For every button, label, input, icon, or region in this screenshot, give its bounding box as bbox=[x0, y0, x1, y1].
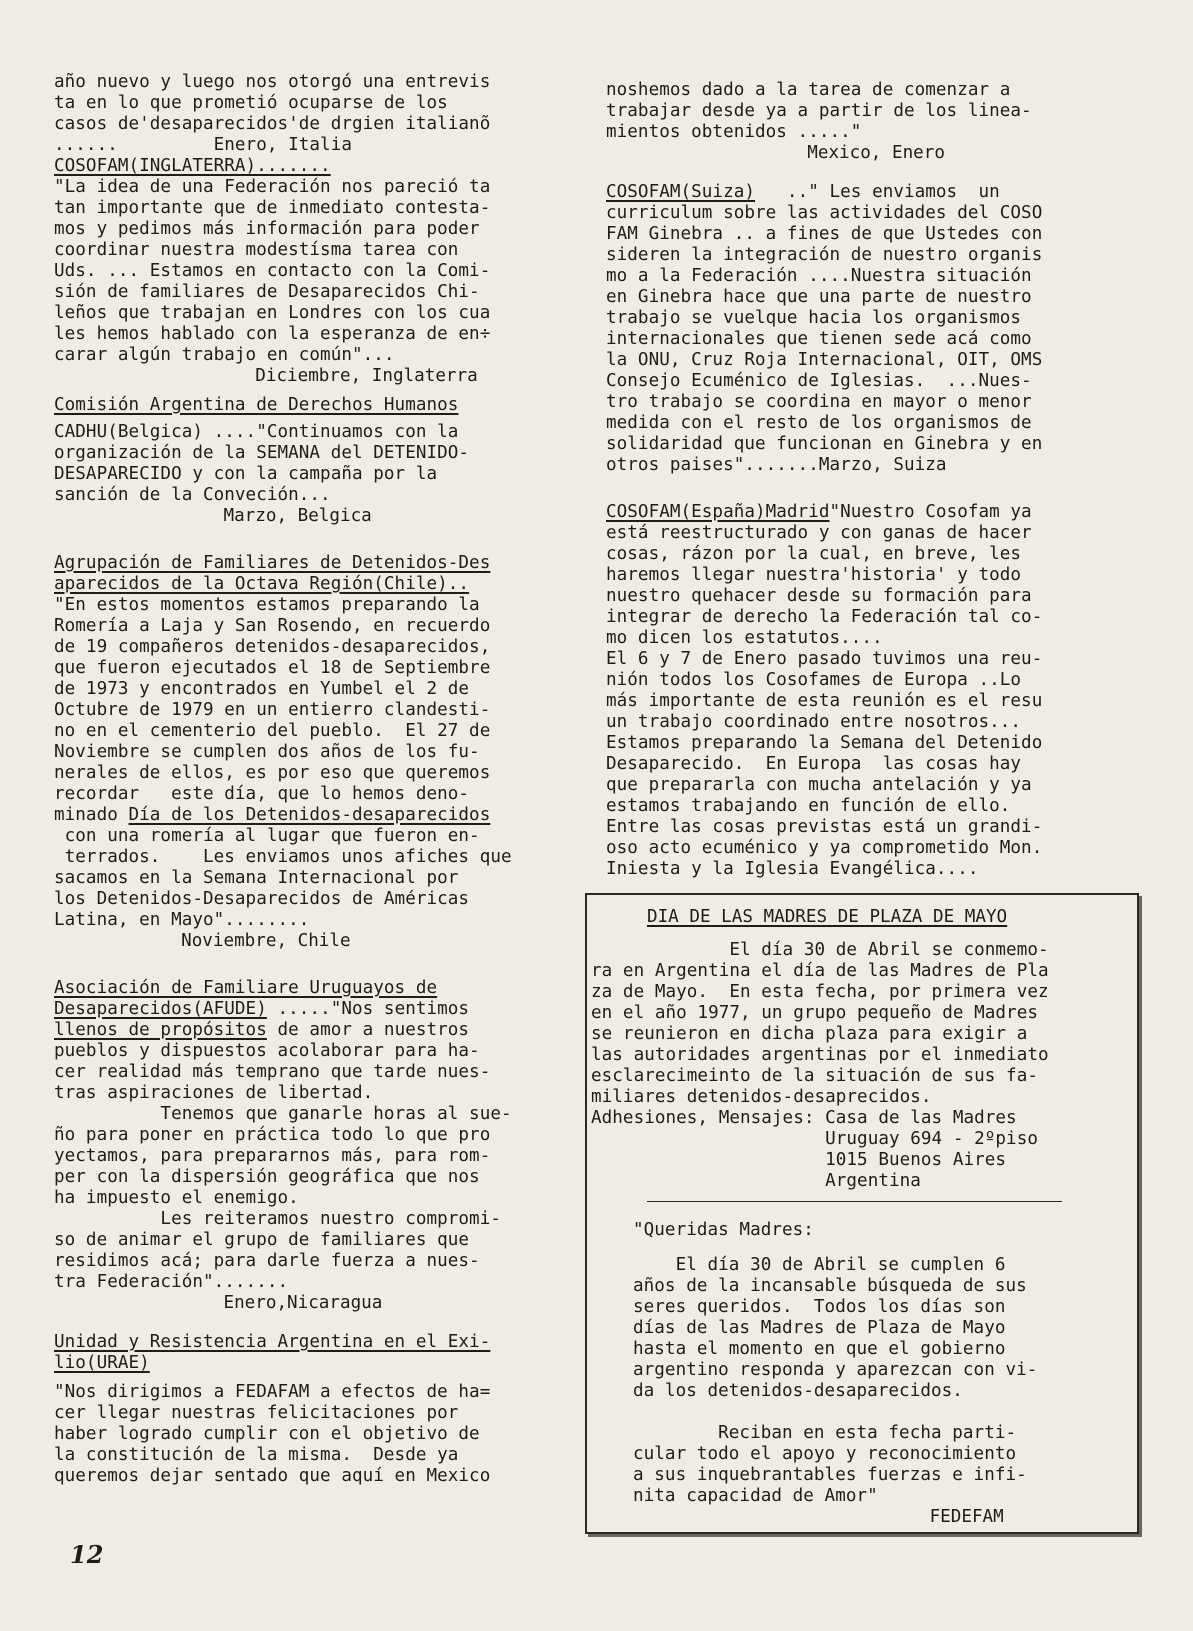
signature: Mexico, Enero bbox=[606, 143, 945, 163]
text-line: días de las Madres de Plaza de Mayo bbox=[633, 1318, 1006, 1338]
signature: Marzo, Belgica bbox=[54, 506, 372, 526]
text-line: recordar este día, que lo hemos deno- bbox=[54, 784, 470, 804]
section-cadhu bbox=[54, 395, 582, 527]
text-line: no en el cementerio del pueblo. El 27 de bbox=[54, 721, 491, 741]
section-agrupacion-chile bbox=[54, 553, 582, 952]
text-line: internacionales que tienen sede acá como bbox=[606, 329, 1032, 349]
text-line: está reestructurado y con ganas de hacer bbox=[606, 523, 1032, 543]
heading-row bbox=[54, 1332, 582, 1353]
text-line: yectamos, para prepararnos más, para rom- bbox=[54, 1146, 491, 1166]
text-fragment: minado bbox=[54, 805, 129, 825]
signature: Diciembre, Inglaterra bbox=[54, 366, 478, 386]
text-line: Les reiteramos nuestro compromi- bbox=[54, 1209, 501, 1229]
text-line: Romería a Laja y San Rosendo, en recuerdo bbox=[54, 616, 491, 636]
text-line: El 6 y 7 de Enero pasado tuvimos una reu- bbox=[606, 649, 1043, 669]
section-cosofam-suiza bbox=[606, 182, 1126, 476]
underlined-phrase: Día de los Detenidos-desaparecidos bbox=[128, 805, 491, 825]
text-line: a sus inquebrantables fuerzas e infi- bbox=[633, 1465, 1027, 1485]
text-line: medida con el resto de los organismos de bbox=[606, 413, 1032, 433]
text-line: mo dicen los estatutos.... bbox=[606, 628, 883, 648]
text-line: ra en Argentina el día de las Madres de Pla bbox=[591, 961, 1049, 981]
text-line: con una romería al lugar que fueron en- bbox=[54, 826, 480, 846]
text-fragment: ....."Nos sentimos bbox=[266, 999, 470, 1019]
section-heading: Comisión Argentina de Derechos Humanos bbox=[54, 395, 459, 415]
urae-continuation bbox=[606, 80, 1126, 164]
text-fragment: "Nuestro Cosofam ya bbox=[829, 502, 1032, 522]
text-line: cular todo el apoyo y reconocimiento bbox=[633, 1444, 1017, 1464]
text-line: Noviembre se cumplen dos años de los fu- bbox=[54, 742, 480, 762]
text-line: FAM Ginebra .. a fines de que Ustedes con bbox=[606, 224, 1043, 244]
signature: Noviembre, Chile bbox=[54, 931, 351, 951]
address-line: Argentina bbox=[591, 1171, 921, 1191]
text-line: per con la dispersión geográfica que nos bbox=[54, 1167, 480, 1187]
section-heading: COSOFAM(Suiza) bbox=[606, 182, 755, 202]
text-line bbox=[54, 805, 582, 826]
text-line: cer llegar nuestras felicitaciones por bbox=[54, 1403, 459, 1423]
text-line: mos y pedimos más información para poder bbox=[54, 219, 480, 239]
text-line: "Nos dirigimos a FEDAFAM a efectos de ha= bbox=[54, 1382, 491, 1402]
text-line bbox=[606, 182, 1126, 203]
text-line: Latina, en Mayo"........ bbox=[54, 910, 310, 930]
text-line: ha impuesto el enemigo. bbox=[54, 1188, 299, 1208]
text-line: hasta el momento en que el gobierno bbox=[633, 1339, 1006, 1359]
text-line: nuestro quehacer desde su formación para bbox=[606, 586, 1032, 606]
text-line: nerales de ellos, es por eso que queremos bbox=[54, 763, 491, 783]
text-line: ño para poner en práctica todo lo que pro bbox=[54, 1125, 491, 1145]
section-cosofam-inglaterra bbox=[54, 156, 582, 387]
section-heading: Asociación de Familiare Uruguayos de bbox=[54, 978, 438, 998]
text-line: tro trabajo se coordina en mayor o menor bbox=[606, 392, 1032, 412]
signature: FEDEFAM bbox=[633, 1507, 1004, 1527]
text-line: Tenemos que ganarle horas al sue- bbox=[54, 1104, 512, 1124]
text-line: terrados. Les enviamos unos afiches que bbox=[54, 847, 512, 867]
text-line: mientos obtenidos ....." bbox=[606, 122, 862, 142]
text-line: DESAPARECIDO y con la campaña por la bbox=[54, 464, 438, 484]
text-line: las autoridades argentinas por el inmediato bbox=[591, 1045, 1049, 1065]
heading-row bbox=[54, 978, 582, 999]
address-line: 1015 Buenos Aires bbox=[591, 1150, 1007, 1170]
text-line bbox=[606, 502, 1126, 523]
text-line: residimos acá; para darle fuerza a nues- bbox=[54, 1251, 480, 1271]
box-announcement bbox=[591, 940, 1049, 1192]
text-line: Reciban en esta fecha parti- bbox=[633, 1423, 1017, 1443]
text-line: so de animar el grupo de familiares que bbox=[54, 1230, 470, 1250]
text-line: noshemos dado a la tarea de comenzar a bbox=[606, 80, 1011, 100]
text-line: ta en lo que prometió ocuparse de los bbox=[54, 93, 448, 113]
section-heading: COSOFAM(España)Madrid bbox=[606, 502, 830, 522]
text-line: leños que trabajan en Londres con los cua bbox=[54, 303, 491, 323]
text-line: nión todos los Cosofames de Europa ..Lo bbox=[606, 670, 1022, 690]
text-line: un trabajo coordinado entre nosotros... bbox=[606, 712, 1022, 732]
text-line: carar algún trabajo en común"... bbox=[54, 345, 395, 365]
text-line: estamos trabajando en función de ello. bbox=[606, 796, 1011, 816]
text-line: en Ginebra hace que una parte de nuestro bbox=[606, 287, 1032, 307]
text-line: oso acto ecuménico y ya comprometido Mon. bbox=[606, 838, 1043, 858]
intro-paragraph bbox=[54, 72, 582, 156]
text-line: "En estos momentos estamos preparando la bbox=[54, 595, 480, 615]
text-line: más importante de esta reunión es el resu bbox=[606, 691, 1043, 711]
text-line: se reunieron en dicha plaza para exigir a bbox=[591, 1024, 1028, 1044]
text-line: coordinar nuestra modestísma tarea con bbox=[54, 240, 459, 260]
text-line: sión de familiares de Desaparecidos Chi- bbox=[54, 282, 480, 302]
text-line: Consejo Ecuménico de Iglesias. ...Nues- bbox=[606, 371, 1032, 391]
text-line: casos de'desaparecidos'de drgien italianõ bbox=[54, 114, 491, 134]
text-line: curriculum sobre las actividades del COSO bbox=[606, 203, 1043, 223]
text-line: "Queridas Madres: bbox=[633, 1220, 814, 1240]
text-line: sanción de la Conveción... bbox=[54, 485, 331, 505]
divider bbox=[647, 1201, 1062, 1202]
text-line: miliares detenidos-desaprecidos. bbox=[591, 1087, 932, 1107]
text-line: de 1973 y encontrados en Yumbel el 2 de bbox=[54, 679, 470, 699]
page-number: 12 bbox=[70, 1540, 104, 1569]
section-heading: Agrupación de Familiares de Detenidos-Des bbox=[54, 553, 491, 573]
text-line: integrar de derecho la Federación tal co- bbox=[606, 607, 1043, 627]
text-line: esclarecimeinto de la situación de sus fa- bbox=[591, 1066, 1038, 1086]
section-heading: Unidad y Resistencia Argentina en el Exi- bbox=[54, 1332, 491, 1352]
text-line: que prepararla con mucha antelación y ya bbox=[606, 775, 1032, 795]
text-line: Uds. ... Estamos en contacto con la Comi- bbox=[54, 261, 491, 281]
text-line: Octubre de 1979 en un entierro clandesti- bbox=[54, 700, 491, 720]
left-column bbox=[54, 72, 582, 1487]
text-line: Adhesiones, Mensajes: Casa de las Madres bbox=[591, 1108, 1017, 1128]
text-line: seres queridos. Todos los días son bbox=[633, 1297, 1006, 1317]
text-line: da los detenidos-desaparecidos. bbox=[633, 1381, 963, 1401]
text-line: en el año 1977, un grupo pequeño de Madres bbox=[591, 1003, 1038, 1023]
signature: Enero,Nicaragua bbox=[54, 1293, 383, 1313]
heading-row bbox=[54, 553, 582, 574]
text-fragment: de amor a nuestros bbox=[266, 1020, 470, 1040]
section-heading: aparecidos de la Octava Región(Chile).. bbox=[54, 574, 470, 594]
text-line: año nuevo y luego nos otorgó una entrevis bbox=[54, 72, 491, 92]
text-line: mo a la Federación ....Nuestra situación bbox=[606, 266, 1032, 286]
text-line: queremos dejar sentado que aquí en Mexico bbox=[54, 1466, 491, 1486]
text-line: nita capacidad de Amor" bbox=[633, 1486, 878, 1506]
section-heading: lio(URAE) bbox=[54, 1353, 150, 1373]
text-line: Desaparecido. En Europa las cosas hay bbox=[606, 754, 1022, 774]
text-fragment: .." Les enviamos un bbox=[755, 182, 1000, 202]
text-line: tra Federación"....... bbox=[54, 1272, 289, 1292]
text-line: argentino responda y aparezcan con vi- bbox=[633, 1360, 1038, 1380]
box-title: DIA DE LAS MADRES DE PLAZA DE MAYO bbox=[647, 907, 1008, 927]
text-line: de 19 compañeros detenidos-desaparecidos, bbox=[54, 637, 491, 657]
text-line: haber logrado cumplir con el objetivo de bbox=[54, 1424, 480, 1444]
text-line: cer realidad más temprano que tarde nues- bbox=[54, 1062, 491, 1082]
text-fragment: otros paises"....... bbox=[606, 455, 819, 475]
text-line: trabajar desde ya a partir de los linea- bbox=[606, 101, 1032, 121]
text-line: haremos llegar nuestra'historia' y todo bbox=[606, 565, 1022, 585]
text-line: sacamos en la Semana Internacional por bbox=[54, 868, 459, 888]
text-line: El día 30 de Abril se conmemo- bbox=[591, 940, 1049, 960]
text-line bbox=[54, 1020, 582, 1041]
text-line: la ONU, Cruz Roja Internacional, OIT, OMS bbox=[606, 350, 1043, 370]
text-line: za de Mayo. En esta fecha, por primera vez bbox=[591, 982, 1049, 1002]
heading-row bbox=[54, 395, 582, 416]
letter-to-madres bbox=[633, 1220, 1037, 1528]
heading-row bbox=[54, 156, 582, 177]
text-line: tras aspiraciones de libertad. bbox=[54, 1083, 374, 1103]
text-line: Entre las cosas previstas está un grandi- bbox=[606, 817, 1043, 837]
text-line: sideren la integración de nuestro organis bbox=[606, 245, 1043, 265]
section-urae bbox=[54, 1332, 582, 1487]
text-line bbox=[606, 455, 1126, 476]
text-line: pueblos y dispuestos acolaborar para ha- bbox=[54, 1041, 480, 1061]
text-line: organización de la SEMANA del DETENIDO- bbox=[54, 443, 470, 463]
text-line: Iniesta y la Iglesia Evangélica.... bbox=[606, 859, 979, 879]
underlined-phrase: llenos de propósitos bbox=[54, 1020, 267, 1040]
address-line: Uruguay 694 - 2ºpiso bbox=[591, 1129, 1038, 1149]
text-line: CADHU(Belgica) ...."Continuamos con la bbox=[54, 422, 459, 442]
text-line bbox=[54, 999, 582, 1020]
madres-plaza-de-mayo-box bbox=[585, 893, 1139, 1534]
text-line: les hemos hablado con la esperanza de en÷ bbox=[54, 324, 491, 344]
signature: Marzo, Suiza bbox=[818, 455, 947, 475]
text-line: los Detenidos-Desaparecidos de Américas bbox=[54, 889, 470, 909]
text-line: tan importante que de inmediato contesta- bbox=[54, 198, 491, 218]
text-line: la constitución de la misma. Desde ya bbox=[54, 1445, 459, 1465]
right-column bbox=[606, 80, 1126, 880]
text-line: Estamos preparando la Semana del Detenido bbox=[606, 733, 1043, 753]
section-heading: Desaparecidos(AFUDE) bbox=[54, 999, 267, 1019]
text-line: cosas, rázon por la cual, en breve, les bbox=[606, 544, 1022, 564]
text-line: años de la incansable búsqueda de sus bbox=[633, 1276, 1027, 1296]
text-line bbox=[633, 1402, 1037, 1423]
section-heading: COSOFAM(INGLATERRA)....... bbox=[54, 156, 331, 176]
text-line: "La idea de una Federación nos pareció ta bbox=[54, 177, 491, 197]
text-line: ...... Enero, Italia bbox=[54, 135, 352, 155]
text-line: que fueron ejecutados el 18 de Septiembre bbox=[54, 658, 491, 678]
text-line: trabajo se vuelque hacia los organismos bbox=[606, 308, 1022, 328]
heading-row bbox=[54, 1353, 582, 1374]
heading-row bbox=[54, 574, 582, 595]
section-afude bbox=[54, 978, 582, 1314]
text-line: El día 30 de Abril se cumplen 6 bbox=[633, 1255, 1006, 1275]
text-line: solidaridad que funcionan en Ginebra y en bbox=[606, 434, 1043, 454]
section-cosofam-espana bbox=[606, 502, 1126, 880]
